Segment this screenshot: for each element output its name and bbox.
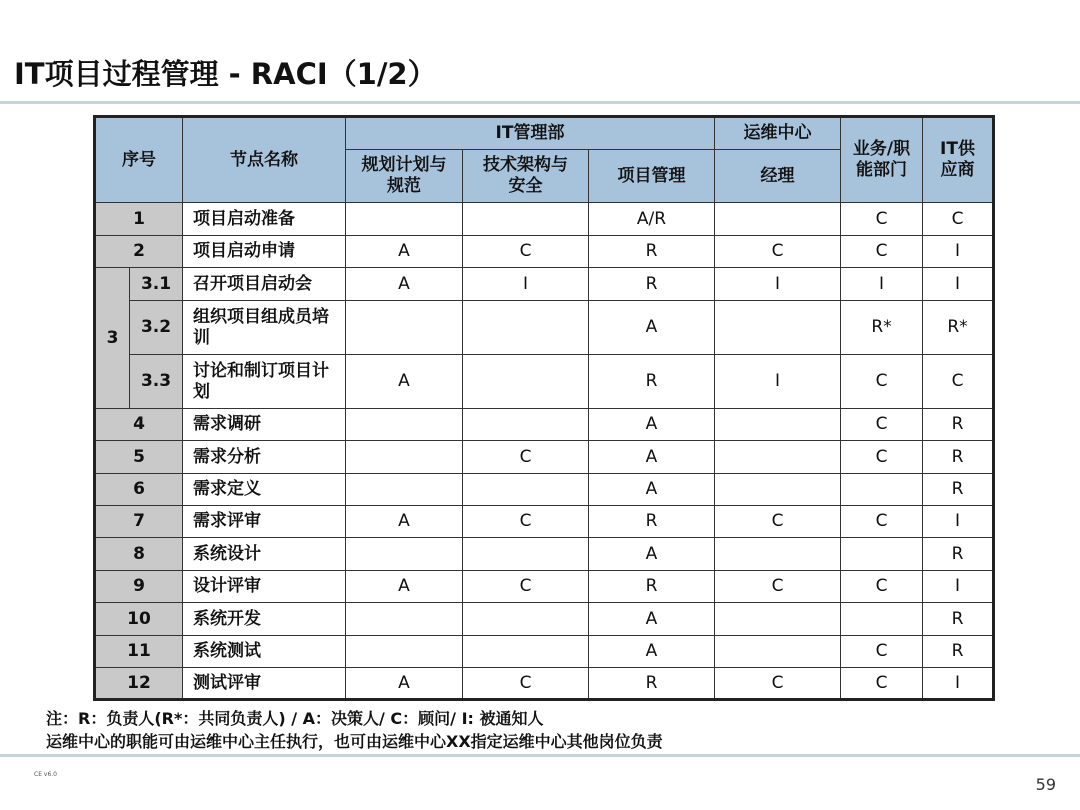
header-vendor: IT供应商	[923, 117, 994, 203]
raci-cell: A	[346, 571, 463, 603]
raci-cell	[463, 301, 589, 355]
raci-cell	[715, 474, 841, 506]
row-number: 2	[95, 236, 183, 268]
raci-cell: C	[715, 571, 841, 603]
row-number: 3.3	[130, 355, 183, 409]
raci-cell: R	[589, 355, 715, 409]
raci-cell: R	[923, 636, 994, 668]
raci-cell: C	[923, 203, 994, 236]
raci-cell: A	[346, 355, 463, 409]
raci-cell: C	[841, 409, 923, 441]
raci-cell: C	[841, 636, 923, 668]
raci-cell: I	[715, 268, 841, 301]
row-number: 9	[95, 571, 183, 603]
row-number: 12	[95, 668, 183, 700]
raci-cell: C	[841, 668, 923, 700]
raci-cell: I	[715, 355, 841, 409]
header-manager: 经理	[715, 150, 841, 203]
raci-cell: C	[841, 355, 923, 409]
table-row	[95, 301, 994, 355]
table-row	[95, 603, 994, 636]
raci-cell	[841, 474, 923, 506]
raci-cell: A	[589, 301, 715, 355]
table-row	[95, 506, 994, 538]
table-row	[95, 538, 994, 571]
raci-cell: C	[841, 236, 923, 268]
node-name: 组织项目组成员培训	[183, 301, 346, 355]
raci-cell: A/R	[589, 203, 715, 236]
table-row	[95, 441, 994, 474]
raci-cell: R	[589, 268, 715, 301]
raci-table	[93, 115, 995, 701]
raci-cell: C	[841, 441, 923, 474]
raci-cell: A	[346, 506, 463, 538]
raci-cell	[463, 203, 589, 236]
raci-cell	[715, 538, 841, 571]
row-number: 3.1	[130, 268, 183, 301]
raci-cell: R	[923, 603, 994, 636]
raci-cell: A	[346, 668, 463, 700]
raci-cell: A	[589, 603, 715, 636]
table-row	[95, 268, 994, 301]
raci-cell	[715, 203, 841, 236]
raci-cell	[463, 355, 589, 409]
node-name: 项目启动准备	[183, 203, 346, 236]
raci-cell: I	[923, 268, 994, 301]
raci-cell: R	[589, 506, 715, 538]
raci-cell	[715, 636, 841, 668]
row-number: 6	[95, 474, 183, 506]
raci-cell	[346, 203, 463, 236]
raci-cell: R	[589, 668, 715, 700]
raci-cell: C	[463, 668, 589, 700]
raci-cell: A	[589, 538, 715, 571]
raci-cell	[346, 636, 463, 668]
node-name: 项目启动申请	[183, 236, 346, 268]
raci-cell: A	[589, 474, 715, 506]
raci-cell	[715, 301, 841, 355]
header-seq: 序号	[95, 117, 183, 203]
raci-cell: I	[923, 236, 994, 268]
raci-cell	[463, 409, 589, 441]
raci-cell	[346, 538, 463, 571]
node-name: 系统开发	[183, 603, 346, 636]
table-row	[95, 355, 994, 409]
raci-cell	[346, 409, 463, 441]
raci-cell	[346, 603, 463, 636]
raci-cell	[463, 603, 589, 636]
raci-cell	[346, 474, 463, 506]
header-architecture: 技术架构与安全	[463, 150, 589, 203]
raci-cell: R	[923, 441, 994, 474]
raci-cell: R	[923, 474, 994, 506]
raci-cell	[841, 538, 923, 571]
raci-cell: R*	[923, 301, 994, 355]
raci-cell: A	[346, 268, 463, 301]
raci-cell: C	[841, 506, 923, 538]
raci-cell: R*	[841, 301, 923, 355]
node-name: 系统设计	[183, 538, 346, 571]
group-number: 3	[95, 268, 130, 409]
table-row	[95, 571, 994, 603]
raci-cell: I	[463, 268, 589, 301]
table-row	[95, 203, 994, 236]
raci-cell: C	[715, 506, 841, 538]
raci-cell	[463, 474, 589, 506]
legend-note: 注：R：负责人(R*：共同负责人) / A：决策人/ C：顾问/ I: 被通知人	[46, 709, 544, 728]
raci-cell	[346, 301, 463, 355]
raci-cell	[841, 603, 923, 636]
page-number: 59	[1035, 775, 1056, 794]
raci-cell	[346, 441, 463, 474]
raci-cell: C	[463, 571, 589, 603]
raci-cell: I	[923, 506, 994, 538]
page-title: IT项目过程管理 - RACI（1/2）	[14, 57, 437, 91]
raci-cell: C	[463, 236, 589, 268]
node-name: 讨论和制订项目计划	[183, 355, 346, 409]
raci-cell: A	[346, 236, 463, 268]
raci-cell: C	[715, 668, 841, 700]
node-name: 召开项目启动会	[183, 268, 346, 301]
node-name: 需求评审	[183, 506, 346, 538]
node-name: 设计评审	[183, 571, 346, 603]
row-number: 8	[95, 538, 183, 571]
raci-cell: C	[463, 441, 589, 474]
raci-cell: R	[923, 409, 994, 441]
raci-cell: A	[589, 409, 715, 441]
node-name: 系统测试	[183, 636, 346, 668]
header-ops-center: 运维中心	[715, 117, 841, 150]
raci-cell: I	[923, 571, 994, 603]
table-row	[95, 474, 994, 506]
raci-cell: C	[463, 506, 589, 538]
raci-cell: C	[715, 236, 841, 268]
header-node-name: 节点名称	[183, 117, 346, 203]
node-name: 需求调研	[183, 409, 346, 441]
raci-cell	[715, 441, 841, 474]
row-number: 7	[95, 506, 183, 538]
table-row	[95, 668, 994, 700]
header-project-mgmt: 项目管理	[589, 150, 715, 203]
node-name: 需求定义	[183, 474, 346, 506]
raci-cell	[715, 409, 841, 441]
table-row	[95, 636, 994, 668]
raci-cell: I	[923, 668, 994, 700]
header-business: 业务/职能部门	[841, 117, 923, 203]
raci-cell: A	[589, 441, 715, 474]
node-name: 测试评审	[183, 668, 346, 700]
table-row	[95, 236, 994, 268]
footer-divider	[0, 754, 1080, 757]
title-divider	[0, 101, 1080, 104]
row-number: 1	[95, 203, 183, 236]
raci-cell: R	[589, 571, 715, 603]
raci-cell: R	[923, 538, 994, 571]
raci-cell: I	[841, 268, 923, 301]
row-number: 11	[95, 636, 183, 668]
raci-cell: C	[841, 571, 923, 603]
raci-cell: R	[589, 236, 715, 268]
row-number: 5	[95, 441, 183, 474]
header-planning: 规划计划与规范	[346, 150, 463, 203]
ops-center-note: 运维中心的职能可由运维中心主任执行，也可由运维中心XX指定运维中心其他岗位负责	[46, 732, 663, 751]
version-label: CE v6.0	[34, 771, 57, 778]
row-number: 4	[95, 409, 183, 441]
raci-cell: C	[841, 203, 923, 236]
raci-cell	[715, 603, 841, 636]
node-name: 需求分析	[183, 441, 346, 474]
row-number: 10	[95, 603, 183, 636]
raci-cell: A	[589, 636, 715, 668]
raci-cell	[463, 538, 589, 571]
row-number: 3.2	[130, 301, 183, 355]
header-it-dept: IT管理部	[346, 117, 715, 150]
raci-cell	[463, 636, 589, 668]
table-row	[95, 409, 994, 441]
raci-cell: C	[923, 355, 994, 409]
